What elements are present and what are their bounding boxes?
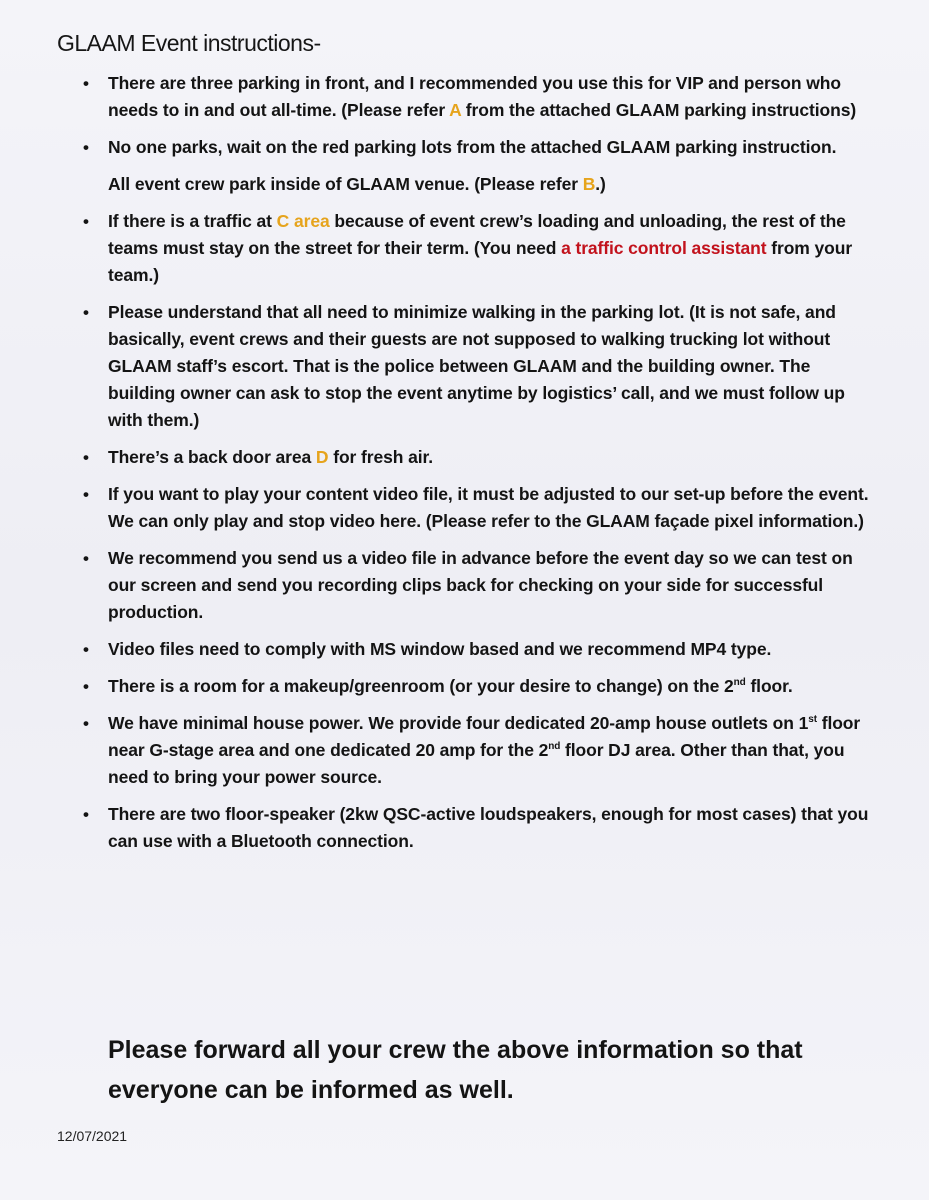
- item-text: If there is a traffic at: [108, 211, 277, 231]
- bullet-icon: •: [83, 714, 89, 733]
- traffic-assistant-highlight: a traffic control assistant: [561, 238, 767, 258]
- item-subparagraph: [108, 171, 870, 198]
- bullet-icon: •: [83, 138, 89, 157]
- item-text: There is a room for a makeup/greenroom (or your desire to change) on the 2: [108, 676, 734, 696]
- item-text: .): [595, 174, 606, 194]
- ordinal-suffix: nd: [733, 677, 746, 689]
- instruction-item-video-advance: [80, 545, 870, 626]
- instruction-item-power: [80, 710, 870, 791]
- instruction-item-no-parking: [80, 134, 870, 198]
- item-text: floor near G-stage area and one dedicated 20 amp for the 2: [108, 713, 861, 760]
- bullet-icon: •: [83, 485, 89, 504]
- area-label-c: C area: [276, 211, 330, 231]
- instruction-item-video-setup: [80, 481, 870, 535]
- item-text: floor DJ area. Other than that, you need to bring your power source.: [108, 740, 845, 787]
- bullet-icon: •: [83, 677, 89, 696]
- bullet-icon: •: [83, 448, 89, 467]
- instruction-item-speakers: [80, 801, 870, 855]
- bullet-icon: •: [83, 805, 89, 824]
- instruction-list: [80, 70, 870, 865]
- instruction-item-walking: [80, 299, 870, 434]
- item-text: from your team.): [108, 238, 853, 285]
- item-text: because of event crew’s loading and unloading, the rest of the teams must stay on the street for their term. (You need: [108, 211, 846, 258]
- bullet-icon: •: [83, 74, 89, 93]
- bullet-icon: •: [83, 212, 89, 231]
- item-text: Video files need to comply with MS window based and we recommend MP4 type.: [108, 639, 772, 659]
- area-label-d: D: [315, 447, 329, 467]
- bullet-icon: •: [83, 549, 89, 568]
- area-label-a: A: [449, 100, 462, 120]
- item-text: from the attached GLAAM parking instructions): [461, 100, 857, 120]
- item-text: All event crew park inside of GLAAM venue. (Please refer: [108, 174, 583, 194]
- area-label-b: B: [582, 174, 596, 194]
- closing-note: Please forward all your crew the above information so that everyone can be informed as well.: [108, 1036, 803, 1104]
- bullet-icon: •: [83, 303, 89, 322]
- item-text: We have minimal house power. We provide four dedicated 20-amp house outlets on 1: [108, 713, 809, 733]
- item-text: floor.: [745, 676, 793, 696]
- item-text: There are two floor-speaker (2kw QSC-active loudspeakers, enough for most cases) that you can use with a Bluetooth connection.: [108, 804, 869, 851]
- bullet-icon: •: [83, 640, 89, 659]
- item-text: There are three parking in front, and I recommended you use this for VIP and person who needs to in and out all-time. (Please refer: [108, 73, 841, 120]
- instruction-item-greenroom: [80, 673, 870, 700]
- ordinal-suffix: nd: [548, 741, 561, 753]
- item-text: Please understand that all need to minimize walking in the parking lot. (It is not safe, and basically, event crews and their guests are not supposed to walking trucking lot without GLAAM staff’s escort. That is the police between GLAAM and the building owner. The building owner can ask to stop the event anytime by logistics’ call, and we must follow up with them.): [108, 302, 845, 430]
- item-text: We recommend you send us a video file in advance before the event day so we can test on our screen and send you recording clips back for checking on your side for successful production.: [108, 548, 853, 622]
- instruction-item-parking-front: [80, 70, 870, 124]
- instruction-item-back-door: [80, 444, 870, 471]
- item-text: No one parks, wait on the red parking lots from the attached GLAAM parking instruction.: [108, 137, 837, 157]
- document-date: 12/07/2021: [57, 1128, 128, 1144]
- item-text: for fresh air.: [328, 447, 433, 467]
- item-text: If you want to play your content video file, it must be adjusted to our set-up before the event. We can only play and stop video here. (Please refer to the GLAAM façade pixel information.): [108, 484, 869, 531]
- instruction-item-video-format: [80, 636, 870, 663]
- ordinal-suffix: st: [808, 714, 817, 726]
- document-title: GLAAM Event instructions-: [57, 30, 321, 56]
- instruction-item-traffic: [80, 208, 870, 289]
- item-text: There’s a back door area: [108, 447, 316, 467]
